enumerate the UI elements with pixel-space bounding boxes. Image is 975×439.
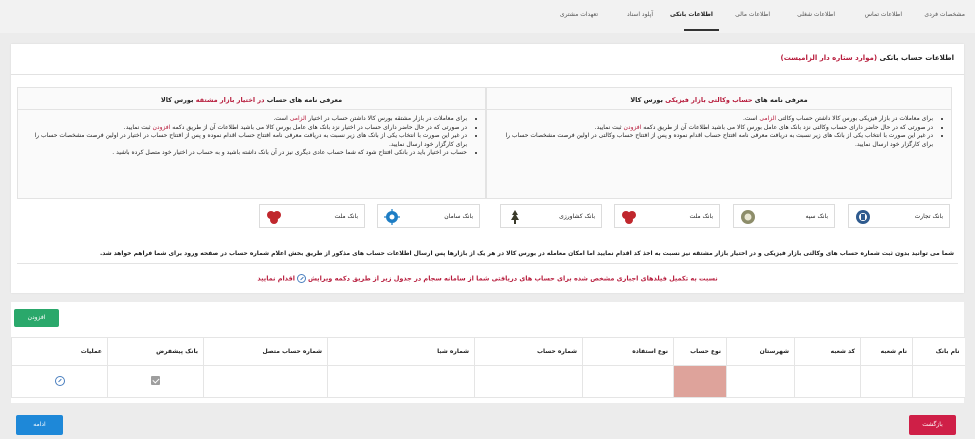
derivatives-market-heading: معرفی نامه های حساب در اختیار بازار مشتقه بورس کالا: [160, 96, 343, 104]
table-row: [12, 366, 965, 398]
list-item: • حساب در اختیار باید در بانکی افتتاح شود که شما حساب عادی دیگری نیز در آن بانک داشته باشید و به حساب در اختیار خود متصل کرده باشید .: [30, 149, 467, 158]
tab-personal-info[interactable]: مشخصات فردی: [924, 11, 965, 18]
required-note: (موارد ستاره دار الزامیست): [780, 54, 878, 62]
list-item: • در غیر این صورت با انتخاب یکی از بانک های زیر نسبت به دریافت معرفی نامه افتتاح حساب اقدام نموده و پس از افتتاح حساب وکالتی در اولین فرصت مشخصات حساب را برای کارگزار خود ارسال نمایید.: [499, 132, 933, 149]
mellat-logo-icon: [620, 208, 638, 226]
cell-city: [727, 366, 795, 398]
list-item: • در غیر این صورت با انتخاب یکی از بانک های زیر نسبت به دریافت معرفی نامه افتتاح حساب اقدام نموده و پس از افتتاح حساب در اختیار در اولین فرصت مشخصات حساب را برای کارگزار خود ارسال نمایید.: [30, 132, 467, 149]
col-header-operations: عملیات: [12, 338, 108, 366]
tab-upload-documents[interactable]: آپلود اسناد: [626, 11, 653, 18]
cell-usage-type: [583, 366, 674, 398]
list-item: • در صورتی که در حال حاضر دارای حساب وکالتی نزد بانک های عامل بورس کالا می باشید اطلاعات آن از طریق دکمه افزودن ثبت نمایید.: [499, 124, 933, 133]
bank-mellat-derivatives-button[interactable]: بانک ملت: [259, 204, 365, 228]
tab-customer-commitments[interactable]: تعهدات مشتری: [559, 11, 598, 18]
saman-logo-icon: [383, 208, 401, 226]
add-account-button[interactable]: افزودن: [14, 309, 59, 327]
bank-mellat-button[interactable]: بانک ملت: [614, 204, 720, 228]
default-bank-checkbox[interactable]: [151, 376, 160, 385]
mellat-logo-icon: [265, 208, 283, 226]
col-header-branch-name: نام شعبه: [861, 338, 913, 366]
table-header-row: [12, 338, 965, 366]
physical-market-column: [486, 87, 952, 199]
wizard-tabs: [0, 0, 975, 33]
tab-financial-info[interactable]: اطلاعات مالی: [735, 11, 770, 18]
account-note: شما می توانید بدون ثبت شماره حساب های وکالتی بازار فیزیکی و در اختیار بازار مشتقه نیز نسبت به اخذ کد اقدام نمایید اما امکان معامله در بورس کالا در هر یک از بازارها پس ارسال اطلاعات حساب های مذکور از طریق بخش اعلام شماره حساب در صفحه ورود برای شما فراهم خواهد شد.: [99, 250, 954, 257]
divider: [11, 74, 964, 75]
list-item: • برای معاملات در بازار فیزیکی بورس کالا داشتن حساب وکالتی الزامی است.: [499, 115, 933, 124]
cell-account-type-required: [674, 366, 727, 398]
physical-market-heading: معرفی نامه های حساب وکالتی بازار فیزیکی بورس کالا: [630, 96, 808, 104]
cell-branch-code: [795, 366, 861, 398]
tejarat-logo-icon: [854, 208, 872, 226]
bank-tejarat-button[interactable]: بانک تجارت: [848, 204, 950, 228]
col-header-linked-account: شماره حساب متصل: [204, 338, 328, 366]
edit-icon: [297, 274, 306, 283]
sepah-logo-icon: [739, 208, 757, 226]
bank-sepah-button[interactable]: بانک سپه: [733, 204, 835, 228]
divider: [17, 263, 958, 264]
col-header-default-bank: بانک پیشفرض: [108, 338, 204, 366]
tab-job-info[interactable]: اطلاعات شغلی: [797, 11, 835, 18]
edit-icon[interactable]: [55, 376, 65, 386]
col-header-usage-type: نوع استفاده: [583, 338, 674, 366]
cell-linked-account: [204, 366, 328, 398]
derivatives-market-instructions: [30, 115, 473, 158]
cell-default-bank: [108, 366, 204, 398]
bank-saman-button[interactable]: بانک سامان: [377, 204, 480, 228]
back-button[interactable]: بازگشت: [909, 415, 956, 435]
col-header-branch-code: کد شعبه: [795, 338, 861, 366]
cell-bank-name: [913, 366, 965, 398]
tab-bank-info[interactable]: اطلاعات بانکی: [669, 11, 713, 18]
col-header-sheba: شماره شبا: [328, 338, 475, 366]
sejam-notice: نسبت به تکمیل فیلدهای اجباری مشخص شده برای حساب های دریافتی شما از سامانه سجام در جدول زیر از طریق دکمه ویرایشاقدام نمایید: [257, 274, 718, 283]
col-header-bank-name: نام بانک: [913, 338, 965, 366]
cell-operations: [12, 366, 108, 398]
cell-sheba: [328, 366, 475, 398]
list-item: • برای معاملات در بازار مشتقه بورس کالا داشتن حساب در اختیار الزامی است.: [30, 115, 467, 124]
accounts-table-card: [11, 302, 964, 403]
col-header-account-number: شماره حساب: [475, 338, 583, 366]
list-item: • در صورتی که در حال حاضر دارای حساب در اختیار نزد بانک های عامل بورس کالا می باشید اطلاعات آن از طریق دکمه افزودن ثبت نمایید.: [30, 124, 467, 133]
physical-market-instructions: [499, 115, 939, 149]
keshavarzi-logo-icon: [506, 208, 524, 226]
col-header-account-type: نوع حساب: [674, 338, 727, 366]
tab-contact-info[interactable]: اطلاعات تماس: [864, 11, 902, 18]
cell-branch-name: [861, 366, 913, 398]
accounts-table: [11, 337, 965, 398]
section-title: اطلاعات حساب بانکی (موارد ستاره دار الزامیست): [780, 54, 954, 62]
bank-info-card: [11, 44, 964, 293]
cell-account-number: [475, 366, 583, 398]
active-tab-indicator: [684, 29, 719, 31]
continue-button[interactable]: ادامه: [16, 415, 63, 435]
col-header-city: شهرستان: [727, 338, 795, 366]
bank-keshavarzi-button[interactable]: بانک کشاورزی: [500, 204, 602, 228]
derivatives-market-column: [17, 87, 486, 199]
